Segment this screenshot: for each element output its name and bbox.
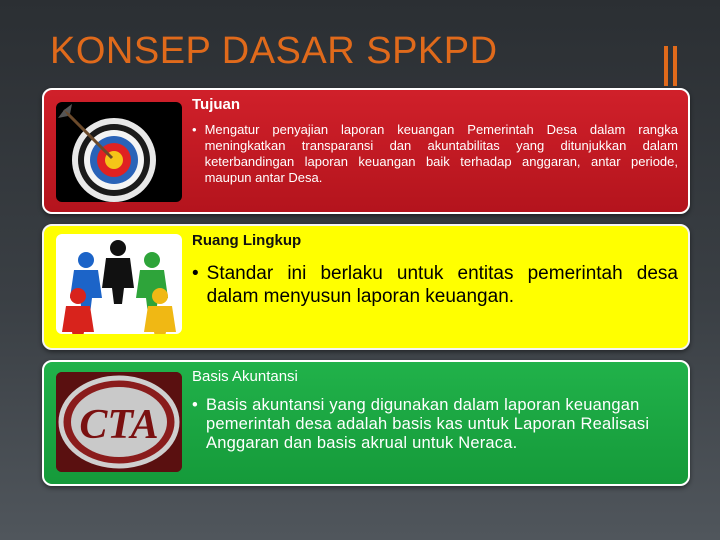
bullet-text: Mengatur penyajian laporan keuangan Pemerintah Desa dalam rangka meningkatkan transparansi dan akuntabilitas yang ditunjukkan dalam keterbandingan laporan keuangan baik terhadap anggaran, antar periode, maupun antar Desa. [204, 122, 678, 185]
card-bullet [192, 122, 678, 186]
bullet-dot: • [192, 122, 197, 137]
bullet-text: Standar ini berlaku untuk entitas pemerintah desa dalam menyusun laporan keuangan. [206, 263, 678, 307]
cta-logo-icon [56, 372, 182, 472]
card-heading: Basis Akuntansi [192, 368, 298, 385]
bullet-text: Basis akuntansi yang digunakan dalam laporan keuangan pemerintah desa adalah basis kas untuk Laporan Realisasi Anggaran dan basis akrual untuk Neraca. [205, 396, 650, 452]
card-tujuan [42, 88, 690, 214]
cta-logo-text: CTA [79, 402, 159, 448]
target-dart-icon [56, 102, 182, 202]
card-heading: Tujuan [192, 96, 241, 113]
people-circle-icon [56, 234, 182, 334]
slide-title: KONSEP DASAR SPKPD [50, 30, 498, 72]
accent-bar-left [664, 46, 668, 86]
card-bullet [192, 262, 678, 308]
card-bullet [192, 396, 678, 453]
bullet-dot: • [192, 396, 198, 414]
card-basis-akuntansi [42, 360, 690, 486]
accent-bar-right [673, 46, 677, 86]
card-ruang-lingkup [42, 224, 690, 350]
card-heading: Ruang Lingkup [192, 232, 302, 249]
bullet-dot: • [192, 263, 199, 284]
